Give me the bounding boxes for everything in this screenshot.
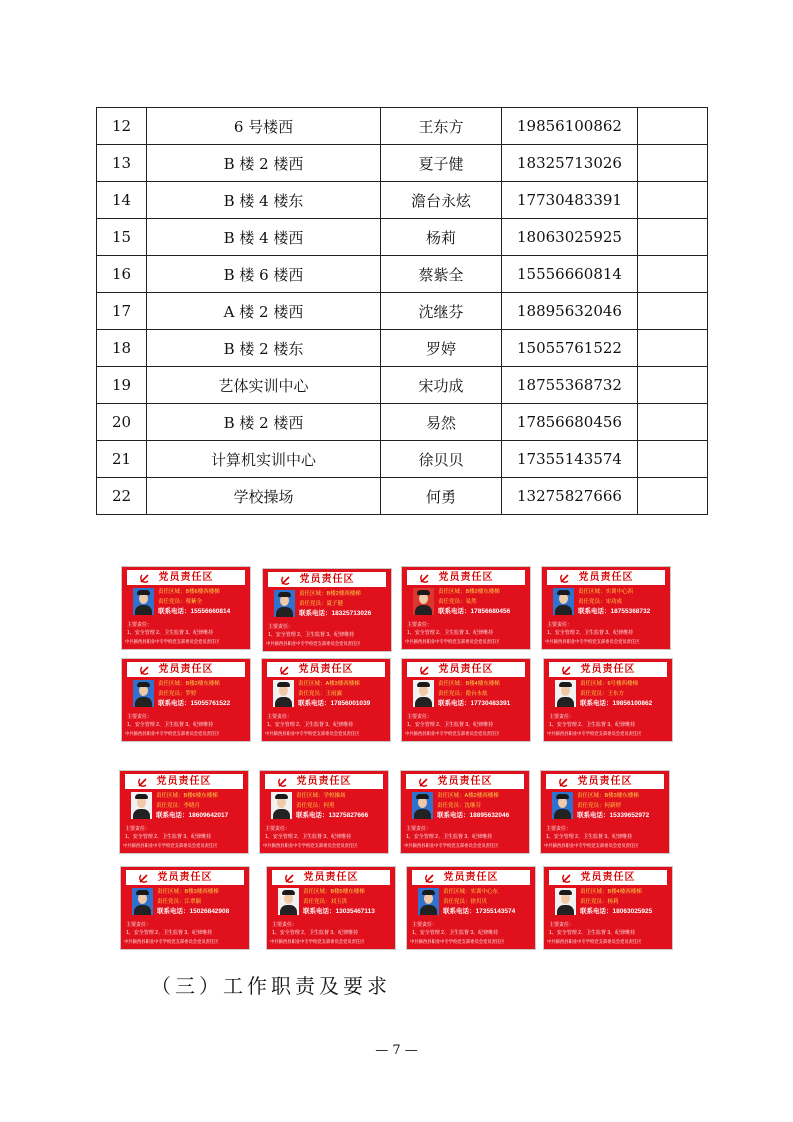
badge-info	[158, 679, 247, 709]
party-member-badge	[121, 658, 251, 742]
badge-phone: 联系电话：18063025925	[580, 908, 653, 915]
badge-info	[299, 589, 388, 619]
table-row	[97, 108, 708, 145]
name-cell: 徐贝贝	[381, 441, 502, 478]
name-cell: 王东方	[381, 108, 502, 145]
badge-title: 党员责任区	[580, 664, 636, 675]
table-row	[97, 478, 708, 515]
duty-label: 主要责任：	[126, 922, 152, 928]
duty-label: 主要责任：	[412, 922, 438, 928]
badge-phone: 联系电话：17730483391	[438, 700, 511, 707]
badge-phone: 联系电话：13035467113	[303, 908, 375, 915]
duty-list: 1、安全管理 2、卫生监督 3、纪律维持	[267, 722, 354, 728]
duty-label: 主要责任：	[547, 622, 573, 628]
party-member-badge	[541, 566, 671, 650]
phone-cell: 15556660814	[502, 256, 638, 293]
duty-label: 主要责任：	[546, 826, 572, 832]
page-number: — 7 —	[375, 1043, 418, 1058]
badge-info	[437, 791, 526, 821]
note-cell	[638, 182, 708, 219]
badge-header	[546, 774, 664, 789]
badge-duties	[406, 825, 526, 841]
badge-phone: 联系电话：19856100862	[580, 700, 653, 707]
member-photo	[133, 588, 154, 615]
duty-list: 1、安全管理 2、卫生监督 3、纪律维持	[265, 834, 352, 840]
badge-org: 中共颍西县职业中专学校党支部委员会党员责任区	[547, 939, 642, 944]
badge-person: 责任党员：王雨露	[298, 691, 343, 697]
badge-title: 党员责任区	[157, 872, 213, 883]
name-cell: 蔡紫全	[381, 256, 502, 293]
badge-person: 责任党员：刘玉洪	[303, 899, 348, 905]
badge-header	[407, 662, 525, 677]
duty-list: 1、安全管理 2、卫生监督 3、纪律维持	[272, 930, 359, 936]
badge-phone: 联系电话：15026842908	[157, 908, 230, 915]
duty-list: 1、安全管理 2、卫生监督 3、纪律维持	[547, 630, 634, 636]
badge-header	[126, 870, 244, 885]
badge-title: 党员责任区	[156, 776, 212, 787]
badge-area: 责任区域：B楼6楼东楼梯	[156, 793, 218, 799]
badge-header	[547, 570, 665, 585]
badge-title: 党员责任区	[298, 664, 354, 675]
badge-title: 党员责任区	[158, 572, 214, 583]
badge-person: 责任党员：夏子健	[299, 601, 344, 607]
duty-list: 1、安全管理 2、卫生监督 3、纪律维持	[268, 632, 355, 638]
badge-org: 中共颍西县职业中专学校党支部委员会党员责任区	[547, 731, 642, 736]
badge-org: 中共颍西县职业中专学校党支部委员会党员责任区	[545, 639, 640, 644]
note-cell	[638, 367, 708, 404]
party-member-badge	[266, 866, 396, 950]
badge-area: 责任区域：B楼5楼东楼梯	[303, 889, 365, 895]
duty-label: 主要责任：	[406, 826, 432, 832]
duty-list: 1、安全管理 2、卫生监督 3、纪律维持	[127, 630, 214, 636]
badge-area: 责任区域：B楼3楼西楼梯	[157, 889, 219, 895]
party-member-badge	[401, 658, 531, 742]
badge-header	[127, 662, 245, 677]
duty-label: 主要责任：	[267, 714, 293, 720]
member-photo	[418, 888, 439, 915]
member-photo	[555, 680, 576, 707]
badge-area: 责任区域：B楼2楼东楼梯	[438, 589, 500, 595]
badge-info	[296, 791, 385, 821]
phone-cell: 17730483391	[502, 182, 638, 219]
party-member-badge	[406, 866, 536, 950]
badge-info	[298, 679, 387, 709]
badge-duties	[125, 825, 245, 841]
badge-title: 党员责任区	[299, 574, 355, 585]
name-cell: 夏子健	[381, 145, 502, 182]
area-cell: B 楼 4 楼西	[147, 219, 381, 256]
row-number-cell: 18	[97, 330, 147, 367]
badge-phone: 联系电话：15556660814	[158, 608, 231, 615]
badge-title: 党员责任区	[437, 776, 493, 787]
badge-header	[265, 774, 383, 789]
row-number-cell: 17	[97, 293, 147, 330]
badge-duties	[412, 921, 532, 937]
duty-label: 主要责任：	[265, 826, 291, 832]
duty-list: 1、安全管理 2、卫生监督 3、纪律维持	[125, 834, 212, 840]
table-row	[97, 404, 708, 441]
badge-person: 责任党员：杨莉	[580, 899, 619, 905]
area-cell: B 楼 4 楼东	[147, 182, 381, 219]
table-row	[97, 293, 708, 330]
name-cell: 罗婷	[381, 330, 502, 367]
badge-person: 责任党员：沈继芬	[437, 803, 482, 809]
badge-header	[125, 774, 243, 789]
badge-org: 中共颍西县职业中专学校党支部委员会党员责任区	[544, 843, 639, 848]
duty-list: 1、安全管理 2、卫生监督 3、纪律维持	[407, 630, 494, 636]
badge-info	[580, 679, 669, 709]
duty-list: 1、安全管理 2、卫生监督 3、纪律维持	[546, 834, 633, 840]
badge-area: 责任区域：实训中心东	[443, 889, 499, 895]
table-row	[97, 219, 708, 256]
area-cell: B 楼 2 楼东	[147, 330, 381, 367]
badge-person: 责任党员：何新婷	[577, 803, 622, 809]
name-cell: 沈继芬	[381, 293, 502, 330]
badge-header	[268, 572, 386, 587]
phone-cell: 17856680456	[502, 404, 638, 441]
area-cell: 学校操场	[147, 478, 381, 515]
badge-org: 中共颍西县职业中专学校党支部委员会党员责任区	[405, 639, 500, 644]
area-cell: B 楼 2 楼西	[147, 145, 381, 182]
responsibility-table	[96, 107, 708, 515]
duty-label: 主要责任：	[268, 624, 294, 630]
phone-cell: 13275827666	[502, 478, 638, 515]
badge-title: 党员责任区	[438, 664, 494, 675]
badge-area: 责任区域：B楼4楼东楼梯	[438, 681, 500, 687]
badge-person: 责任党员：澹台永炫	[438, 691, 488, 697]
badge-phone: 联系电话：17856001039	[298, 700, 371, 707]
badge-info	[438, 587, 527, 617]
row-number-cell: 22	[97, 478, 147, 515]
badge-org: 中共颍西县职业中专学校党支部委员会党员责任区	[125, 731, 220, 736]
badge-duties	[407, 621, 527, 637]
party-member-badge	[119, 770, 249, 854]
duty-label: 主要责任：	[272, 922, 298, 928]
badge-area: 责任区域：B楼2楼东楼梯	[158, 681, 220, 687]
area-cell: 计算机实训中心	[147, 441, 381, 478]
area-cell: 6 号楼西	[147, 108, 381, 145]
member-photo	[413, 588, 434, 615]
duty-label: 主要责任：	[549, 714, 575, 720]
badge-title: 党员责任区	[580, 872, 636, 883]
row-number-cell: 14	[97, 182, 147, 219]
table-row	[97, 145, 708, 182]
party-member-badge	[121, 566, 251, 650]
badge-phone: 联系电话：18755368732	[578, 608, 651, 615]
member-photo	[412, 792, 433, 819]
badge-info	[577, 791, 666, 821]
note-cell	[638, 293, 708, 330]
phone-cell: 15055761522	[502, 330, 638, 367]
badge-area: 责任区域：B楼4楼西楼梯	[580, 889, 642, 895]
badge-duties	[265, 825, 385, 841]
badge-title: 党员责任区	[577, 776, 633, 787]
badge-duties	[547, 621, 667, 637]
badge-person: 责任党员：罗婷	[158, 691, 197, 697]
party-member-badge	[543, 658, 673, 742]
badge-info	[578, 587, 667, 617]
duty-label: 主要责任：	[407, 714, 433, 720]
duty-list: 1、安全管理 2、卫生监督 3、纪律维持	[127, 722, 214, 728]
note-cell	[638, 145, 708, 182]
badge-area: 责任区域：6号楼西楼梯	[580, 681, 639, 687]
badge-person: 责任党员：徐贝贝	[443, 899, 488, 905]
area-cell: B 楼 6 楼西	[147, 256, 381, 293]
badge-org: 中共颍西县职业中专学校党支部委员会党员责任区	[123, 843, 218, 848]
phone-cell: 18063025925	[502, 219, 638, 256]
area-cell: A 楼 2 楼西	[147, 293, 381, 330]
party-member-badge	[401, 566, 531, 650]
badge-area: 责任区域：B楼3楼东楼梯	[577, 793, 639, 799]
section-heading: （三）工作职责及要求	[151, 974, 391, 998]
badge-area: 责任区域：学校操场	[296, 793, 346, 799]
badge-duties	[267, 713, 387, 729]
badge-person: 责任党员：何勇	[296, 803, 335, 809]
phone-cell: 17355143574	[502, 441, 638, 478]
party-member-badge	[400, 770, 530, 854]
phone-cell: 18325713026	[502, 145, 638, 182]
badge-duties	[272, 921, 392, 937]
badge-org: 中共颍西县职业中专学校党支部委员会党员责任区	[265, 731, 360, 736]
party-member-badge	[120, 866, 250, 950]
member-photo	[132, 888, 153, 915]
duty-list: 1、安全管理 2、卫生监督 3、纪律维持	[406, 834, 493, 840]
note-cell	[638, 108, 708, 145]
badge-person: 责任党员：李晓月	[156, 803, 201, 809]
member-photo	[131, 792, 152, 819]
badge-phone: 联系电话：15339652972	[577, 812, 650, 819]
member-photo	[273, 680, 294, 707]
duty-label: 主要责任：	[127, 714, 153, 720]
badge-header	[549, 662, 667, 677]
row-number-cell: 20	[97, 404, 147, 441]
duty-label: 主要责任：	[407, 622, 433, 628]
row-number-cell: 13	[97, 145, 147, 182]
row-number-cell: 19	[97, 367, 147, 404]
note-cell	[638, 404, 708, 441]
party-member-badge	[261, 658, 391, 742]
badge-phone: 联系电话：18609642017	[156, 812, 229, 819]
party-member-badge	[543, 866, 673, 950]
phone-cell: 19856100862	[502, 108, 638, 145]
badge-duties	[127, 713, 247, 729]
duty-list: 1、安全管理 2、卫生监督 3、纪律维持	[549, 722, 636, 728]
badge-duties	[127, 621, 247, 637]
row-number-cell: 12	[97, 108, 147, 145]
table-row	[97, 441, 708, 478]
badge-info	[157, 887, 246, 917]
table-row	[97, 330, 708, 367]
badge-header	[549, 870, 667, 885]
party-member-badge	[540, 770, 670, 854]
table-row	[97, 256, 708, 293]
badge-info	[443, 887, 532, 917]
duty-label: 主要责任：	[549, 922, 575, 928]
badge-area: 责任区域：B楼2楼西楼梯	[299, 591, 361, 597]
member-photo	[553, 588, 574, 615]
badge-org: 中共颍西县职业中专学校党支部委员会党员责任区	[410, 939, 505, 944]
note-cell	[638, 478, 708, 515]
badge-org: 中共颍西县职业中专学校党支部委员会党员责任区	[124, 939, 219, 944]
table-row	[97, 367, 708, 404]
badge-info	[156, 791, 245, 821]
duty-list: 1、安全管理 2、卫生监督 3、纪律维持	[549, 930, 636, 936]
badge-header	[272, 870, 390, 885]
badge-title: 党员责任区	[578, 572, 634, 583]
badge-title: 党员责任区	[158, 664, 214, 675]
badge-org: 中共颍西县职业中专学校党支部委员会党员责任区	[405, 731, 500, 736]
badge-person: 责任党员：江翠颖	[157, 899, 202, 905]
table-body	[97, 108, 708, 515]
member-photo	[552, 792, 573, 819]
area-cell: 艺体实训中心	[147, 367, 381, 404]
badge-person: 责任党员：王东方	[580, 691, 625, 697]
name-cell: 澹台永炫	[381, 182, 502, 219]
badge-phone: 联系电话：17856680456	[438, 608, 511, 615]
member-photo	[555, 888, 576, 915]
duty-list: 1、安全管理 2、卫生监督 3、纪律维持	[407, 722, 494, 728]
name-cell: 何勇	[381, 478, 502, 515]
name-cell: 易然	[381, 404, 502, 441]
row-number-cell: 21	[97, 441, 147, 478]
badge-area: 责任区域：A楼3楼西楼梯	[298, 681, 360, 687]
name-cell: 宋功成	[381, 367, 502, 404]
member-photo	[278, 888, 299, 915]
badge-person: 责任党员：易然	[438, 599, 477, 605]
badge-title: 党员责任区	[443, 872, 499, 883]
badge-duties	[407, 713, 527, 729]
badge-info	[580, 887, 669, 917]
member-photo	[271, 792, 292, 819]
duty-list: 1、安全管理 2、卫生监督 3、纪律维持	[412, 930, 499, 936]
phone-cell: 18895632046	[502, 293, 638, 330]
phone-cell: 18755368732	[502, 367, 638, 404]
badge-duties	[549, 713, 669, 729]
badge-area: 责任区域：A楼2楼西楼梯	[437, 793, 499, 799]
badge-area: 责任区域：B楼6楼西楼梯	[158, 589, 220, 595]
badge-org: 中共颍西县职业中专学校党支部委员会党员责任区	[263, 843, 358, 848]
badge-info	[303, 887, 392, 917]
badge-duties	[546, 825, 666, 841]
badge-org: 中共颍西县职业中专学校党支部委员会党员责任区	[404, 843, 499, 848]
badge-title: 党员责任区	[438, 572, 494, 583]
member-photo	[133, 680, 154, 707]
note-cell	[638, 219, 708, 256]
row-number-cell: 16	[97, 256, 147, 293]
badge-title: 党员责任区	[303, 872, 359, 883]
party-member-badge	[259, 770, 389, 854]
badge-phone: 联系电话：18325713026	[299, 610, 372, 617]
note-cell	[638, 256, 708, 293]
badge-person: 责任党员：蔡紫全	[158, 599, 203, 605]
badge-area: 责任区域：实训中心西	[578, 589, 634, 595]
name-cell: 杨莉	[381, 219, 502, 256]
badge-duties	[268, 623, 388, 639]
note-cell	[638, 441, 708, 478]
badge-org: 中共颍西县职业中专学校党支部委员会党员责任区	[266, 641, 361, 646]
badge-title: 党员责任区	[296, 776, 352, 787]
duty-list: 1、安全管理 2、卫生监督 3、纪律维持	[126, 930, 213, 936]
badge-phone: 联系电话：15055761522	[158, 700, 231, 707]
badge-phone: 联系电话：13275827666	[296, 812, 369, 819]
area-cell: B 楼 2 楼西	[147, 404, 381, 441]
badge-duties	[549, 921, 669, 937]
row-number-cell: 15	[97, 219, 147, 256]
duty-label: 主要责任：	[127, 622, 153, 628]
duty-label: 主要责任：	[125, 826, 151, 832]
member-photo	[274, 590, 295, 617]
badge-phone: 联系电话：17355143574	[443, 908, 516, 915]
note-cell	[638, 330, 708, 367]
member-photo	[413, 680, 434, 707]
badge-person: 责任党员：宋功成	[578, 599, 623, 605]
badge-org: 中共颍西县职业中专学校党支部委员会党员责任区	[270, 939, 365, 944]
badge-header	[267, 662, 385, 677]
badge-header	[407, 570, 525, 585]
badge-header	[127, 570, 245, 585]
badge-org: 中共颍西县职业中专学校党支部委员会党员责任区	[125, 639, 220, 644]
badge-duties	[126, 921, 246, 937]
party-member-badge	[262, 568, 392, 652]
badge-info	[438, 679, 527, 709]
badge-phone: 联系电话：18895632046	[437, 812, 510, 819]
badge-header	[406, 774, 524, 789]
badge-header	[412, 870, 530, 885]
badge-info	[158, 587, 247, 617]
table-row	[97, 182, 708, 219]
